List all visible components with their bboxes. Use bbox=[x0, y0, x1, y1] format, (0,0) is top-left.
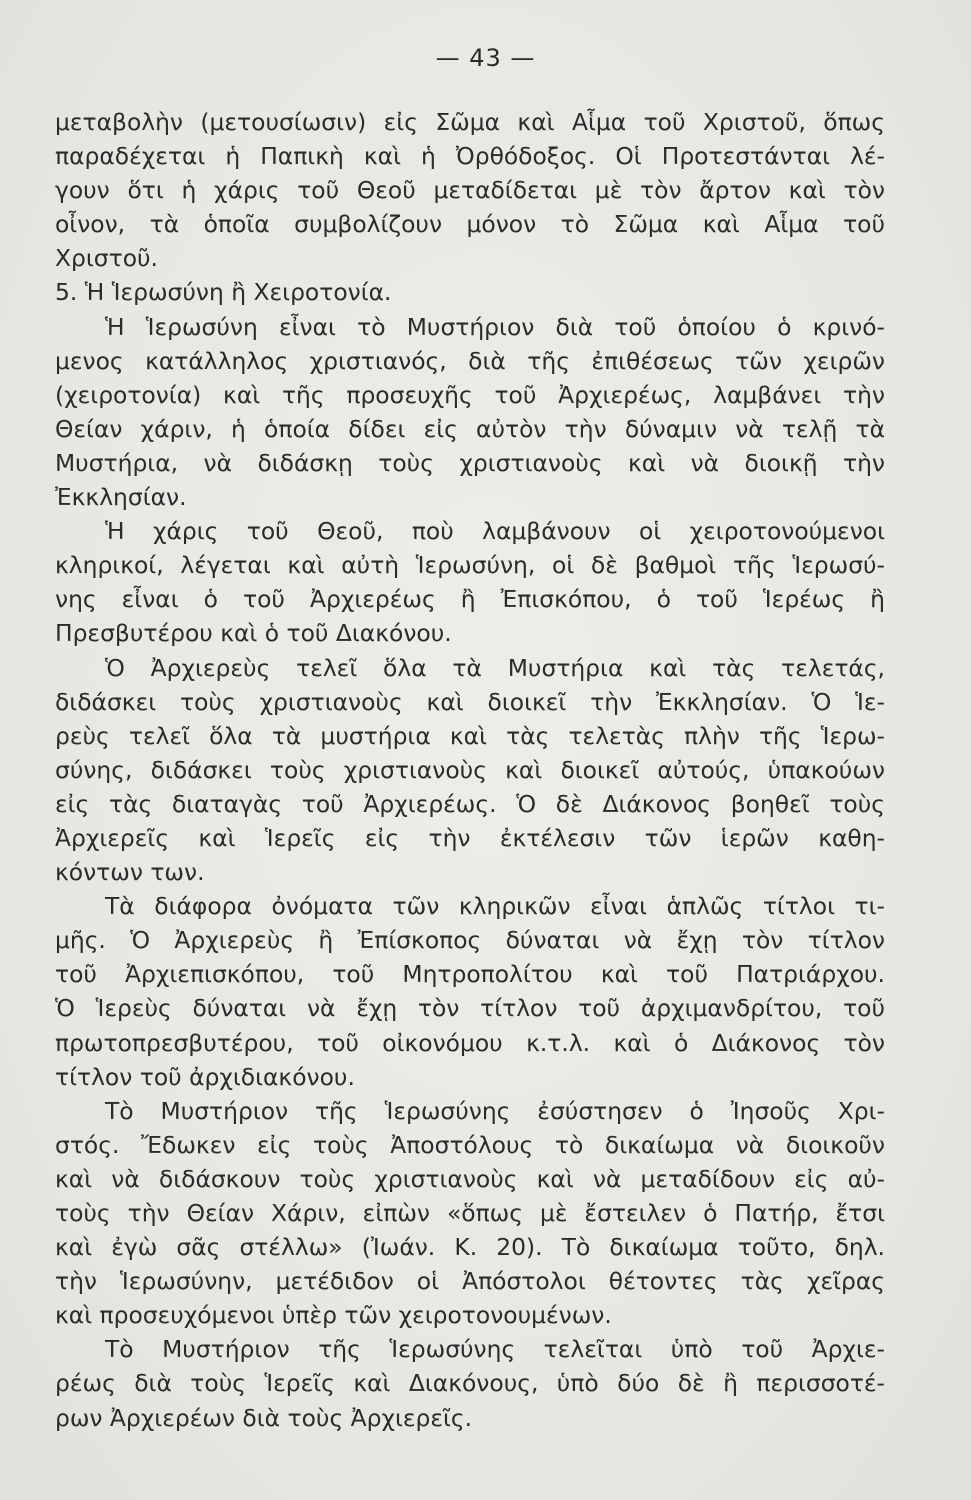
text-line: μῆς. Ὁ Ἀρχιερεὺς ἢ Ἐπίσκοπος δύναται νὰ ἔχῃ τὸν τίτλον bbox=[55, 926, 885, 955]
text-line: Μυστήρια, νὰ διδάσκῃ τοὺς χριστιανοὺς καὶ νὰ διοικῇ τὴν bbox=[55, 448, 885, 477]
text-line: Ἡ Ἱερωσύνη εἶναι τὸ Μυστήριον διὰ τοῦ ὁποίου ὁ κρινό- bbox=[105, 312, 885, 341]
text-line: εἰς τὰς διαταγὰς τοῦ Ἀρχιερέως. Ὁ δὲ Διάκονος βοηθεῖ τοὺς bbox=[55, 789, 885, 818]
text-line: κληρικοί, λέγεται καὶ αὐτὴ Ἱερωσύνη, οἱ δὲ βαθμοὶ τῆς Ἱερωσύ- bbox=[55, 551, 885, 580]
text-line: στός. Ἔδωκεν εἰς τοὺς Ἀποστόλους τὸ δικαίωμα νὰ διοικοῦν bbox=[55, 1130, 885, 1159]
text-line: Ἀρχιερεῖς καὶ Ἱερεῖς εἰς τὴν ἐκτέλεσιν τῶν ἱερῶν καθη- bbox=[55, 823, 885, 852]
text-line: Τὸ Μυστήριον τῆς Ἱερωσύνης ἐσύστησεν ὁ Ἰησοῦς Χρι- bbox=[105, 1096, 885, 1125]
text-line: Χριστοῦ. bbox=[55, 244, 158, 273]
text-line: Τὰ διάφορα ὀνόματα τῶν κληρικῶν εἶναι ἁπλῶς τίτλοι τι- bbox=[105, 892, 885, 921]
body-text bbox=[55, 105, 885, 1435]
text-line: Ὁ Ἀρχιερεὺς τελεῖ ὅλα τὰ Μυστήρια καὶ τὰς τελετάς, bbox=[105, 653, 885, 682]
text-line: τίτλον τοῦ ἀρχιδιακόνου. bbox=[55, 1062, 355, 1091]
text-line: γουν ὅτι ἡ χάρις τοῦ Θεοῦ μεταδίδεται μὲ τὸν ἄρτον καὶ τὸν bbox=[55, 176, 885, 205]
text-line: διδάσκει τοὺς χριστιανοὺς καὶ διοικεῖ τὴν Ἐκκλησίαν. Ὁ Ἱε- bbox=[55, 687, 885, 716]
text-line: ρέως διὰ τοὺς Ἱερεῖς καὶ Διακόνους, ὑπὸ δύο δὲ ἢ περισσοτέ- bbox=[55, 1369, 885, 1398]
text-line: μεταβολὴν (μετουσίωσιν) εἰς Σῶμα καὶ Αἷμα τοῦ Χριστοῦ, ὅπως bbox=[55, 108, 885, 136]
text-line: ρεὺς τελεῖ ὅλα τὰ μυστήρια καὶ τὰς τελετὰς πλὴν τῆς Ἱερω- bbox=[55, 721, 885, 750]
text-line: ρων Ἀρχιερέων διὰ τοὺς Ἀρχιερεῖς. bbox=[55, 1403, 473, 1432]
text-line: Τὸ Μυστήριον τῆς Ἱερωσύνης τελεῖται ὑπὸ τοῦ Ἀρχιε- bbox=[105, 1335, 885, 1364]
text-line: Ὁ Ἱερεὺς δύναται νὰ ἔχῃ τὸν τίτλον τοῦ ἀρχιμανδρίτου, τοῦ bbox=[55, 994, 885, 1023]
text-line: παραδέχεται ἡ Παπικὴ καὶ ἡ Ὀρθόδοξος. Οἱ Προτεστάνται λέ- bbox=[55, 142, 885, 171]
text-line: οἶνον, τὰ ὁποῖα συμβολίζουν μόνον τὸ Σῶμα καὶ Αἷμα τοῦ bbox=[55, 210, 885, 239]
text-line: Ἡ χάρις τοῦ Θεοῦ, ποὺ λαμβάνουν οἱ χειροτονούμενοι bbox=[105, 517, 885, 546]
text-line: Θείαν χάριν, ἡ ὁποία δίδει εἰς αὐτὸν τὴν δύναμιν νὰ τελῇ τὰ bbox=[55, 414, 885, 443]
text-line: Ἐκκλησίαν. bbox=[55, 483, 187, 512]
text-line: σύνης, διδάσκει τοὺς χριστιανοὺς καὶ διοικεῖ αὐτούς, ὑπακούων bbox=[55, 755, 885, 784]
text-line: καὶ προσευχόμενοι ὑπὲρ τῶν χειροτονουμένων. bbox=[55, 1301, 612, 1330]
text-line: τοὺς τὴν Θείαν Χάριν, εἰπὼν «ὅπως μὲ ἔστειλεν ὁ Πατήρ, ἔτσι bbox=[55, 1199, 885, 1227]
text-line: καὶ ἐγὼ σᾶς στέλλω» (Ἰωάν. Κ. 20). Τὸ δικαίωμα τοῦτο, δηλ. bbox=[55, 1233, 885, 1262]
text-line: νης εἶναι ὁ τοῦ Ἀρχιερέως ἢ Ἐπισκόπου, ὁ τοῦ Ἱερέως ἢ bbox=[55, 585, 885, 614]
text-line: πρωτοπρεσβυτέρου, τοῦ οἰκονόμου κ.τ.λ. καὶ ὁ Διάκονος τὸν bbox=[55, 1028, 885, 1057]
text-line: κόντων των. bbox=[55, 858, 205, 887]
page-number: — 43 — bbox=[435, 44, 536, 72]
text-line: μενος κατάλληλος χριστιανός, διὰ τῆς ἐπιθέσεως τῶν χειρῶν bbox=[55, 346, 885, 375]
text-line: 5. Ἡ Ἱερωσύνη ἢ Χειροτονία. bbox=[55, 278, 392, 307]
text-line: καὶ νὰ διδάσκουν τοὺς χριστιανοὺς καὶ νὰ μεταδίδουν εἰς αὐ- bbox=[55, 1164, 885, 1193]
text-line: τοῦ Ἀρχιεπισκόπου, τοῦ Μητροπολίτου καὶ τοῦ Πατριάρχου. bbox=[55, 960, 885, 989]
text-line: Πρεσβυτέρου καὶ ὁ τοῦ Διακόνου. bbox=[55, 619, 452, 648]
text-line: (χειροτονία) καὶ τῆς προσευχῆς τοῦ Ἀρχιερέως, λαμβάνει τὴν bbox=[55, 380, 885, 409]
text-line: τὴν Ἱερωσύνην, μετέδιδον οἱ Ἀπόστολοι θέτοντες τὰς χεῖρας bbox=[55, 1267, 885, 1296]
